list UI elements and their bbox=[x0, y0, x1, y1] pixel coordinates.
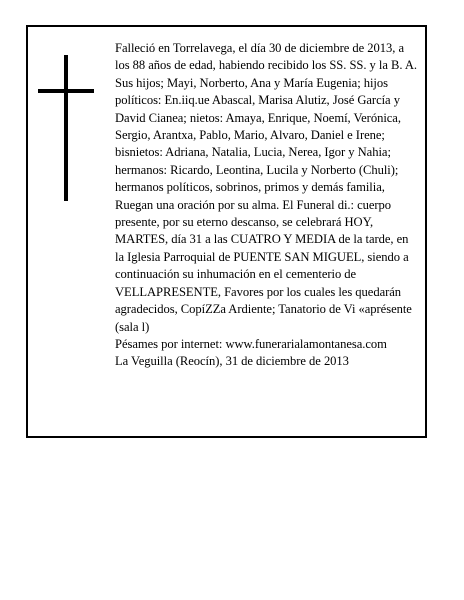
cross-icon bbox=[38, 55, 94, 201]
death-paragraph: Falleció en Torrelavega, el día 30 de diciembre de 2013, a los 88 años de edad, habiendo recibido los SS. SS. y la B. A. bbox=[115, 41, 417, 73]
family-paragraph: Sus hijos; Mayi, Norberto, Ana y María Eugenia; hijos políticos: En.iiq.ue Abascal, Marisa Alutiz, José García y David Cianea; nietos: Amaya, Enrique, Noemí, Verónica, Sergio, Arantxa, Pablo, Mario, Alvaro, Daniel e Irene; bisnietos: Adriana, Natalia, Lucia, Nerea, Igor y Nahia; hermanos: Ricardo, Leontina, Lucila y Norberto (Chuli); hermanos políticos, sobrinos, primos y demás familia, bbox=[115, 75, 401, 195]
cross-horizontal-bar bbox=[38, 89, 94, 93]
obituary-text bbox=[115, 40, 420, 371]
obituary-notice bbox=[26, 25, 427, 438]
funeral-paragraph: Ruegan una oración por su alma. El Funeral di.: cuerpo presente, por su eterno descanso, se celebrará HOY, MARTES, día 31 a las CUATRO Y MEDIA de la tarde, en la Iglesia Parroquial de PUENTE SAN MIGUEL, siendo a continuación su inhumación en el cementerio de VELLAPRESENTE, Favores por los cuales les quedarán agradecidos, CopíZZa Ardiente; Tanatorio de Vi «aprésente (sala l) bbox=[115, 197, 412, 334]
condolences-line: Pésames por internet: www.funerarialamontanesa.com bbox=[115, 336, 387, 351]
place-date-line: La Veguilla (Reocín), 31 de diciembre de 2013 bbox=[115, 354, 349, 369]
cross-vertical-bar bbox=[64, 55, 68, 201]
